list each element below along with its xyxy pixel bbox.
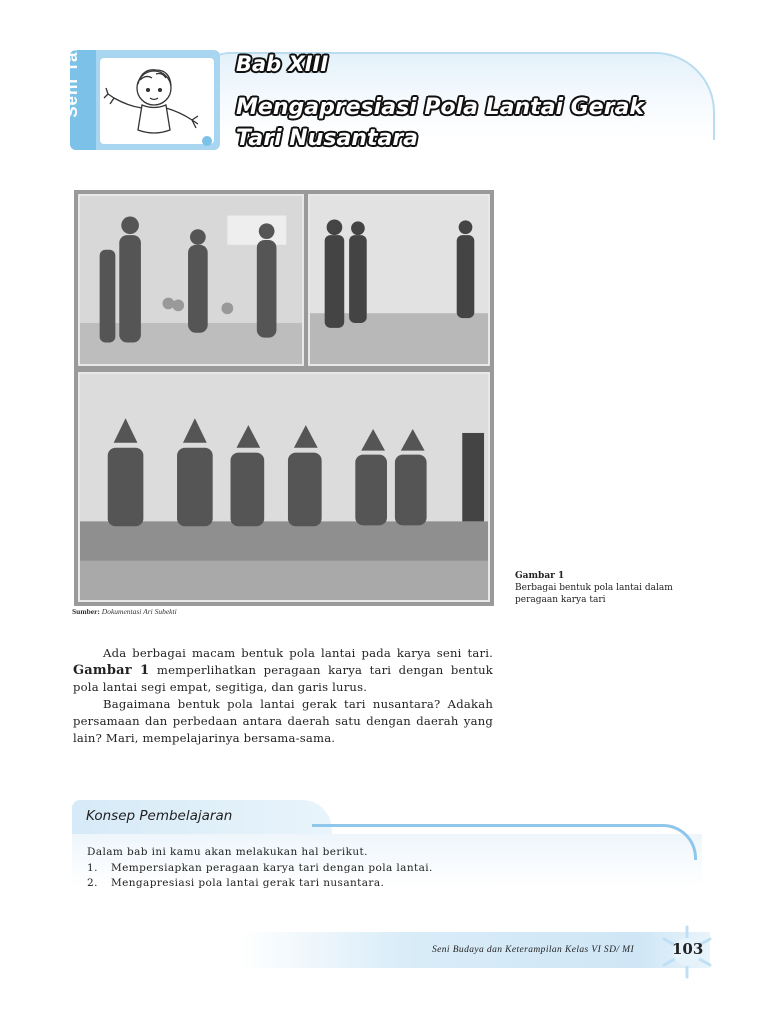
chapter-title: Mengapresiasi Pola Lantai Gerak Tari Nusantara: [236, 95, 645, 151]
learning-concept-intro: Dalam bab ini kamu akan melakukan hal berikut.: [87, 846, 368, 858]
learning-concept-panel: [72, 798, 702, 898]
learning-concept-title: Konsep Pembelajaran: [86, 808, 233, 824]
figure-caption: [515, 570, 695, 606]
intro-paragraph-2: Bagaimana bentuk pola lantai gerak tari nusantara? Adakah persamaan dan perbedaan antara daerah satu dengan daerah yang lain? Mari, mempelajarinya bersama-sama.: [73, 697, 493, 745]
figure-caption-label: Gambar 1: [515, 571, 565, 581]
figure-source-label: Sumber:: [72, 607, 100, 616]
intro-paragraph-1-start: Ada berbagai macam bentuk pola lantai pada karya seni tari.: [103, 646, 493, 660]
list-item: [87, 861, 433, 876]
dance-photo-group: [78, 194, 304, 366]
intro-text: [73, 645, 493, 747]
list-item: [87, 876, 433, 891]
figure-reference: Gambar 1: [73, 663, 150, 678]
list-item-text: Mengapresiasi pola lantai gerak tari nusantara.: [111, 877, 385, 889]
dancer-child-illustration: [100, 58, 214, 144]
figure-photo-collage: [74, 190, 494, 606]
footer-book-title: Seni Budaya dan Keterampilan Kelas VI SD/ MI: [432, 945, 635, 955]
subject-logo-label: Seni Tari: [62, 38, 81, 118]
learning-concept-list: [87, 861, 433, 891]
chapter-number: Bab XIII: [236, 52, 329, 76]
figure-source-text: Dokumentasi Ari Subekti: [101, 607, 177, 616]
list-item-number: 2.: [87, 877, 98, 889]
intro-paragraph-1-end: memperlihatkan peragaan karya tari dengan bentuk pola lantai segi empat, segitiga, dan garis lurus.: [73, 663, 493, 694]
list-item-text: Mempersiapkan peragaan karya tari dengan pola lantai.: [111, 862, 433, 874]
dance-photo-boys: [308, 194, 490, 366]
intro-paragraph-1: [73, 645, 493, 696]
logo-dot: [202, 136, 212, 146]
learning-concept-border: [312, 824, 697, 860]
figure-caption-text: Berbagai bentuk pola lantai dalam peragaan karya tari: [515, 583, 673, 605]
dance-photo-seated-row: [78, 372, 490, 602]
list-item-number: 1.: [87, 862, 98, 874]
figure-source: [72, 607, 177, 616]
page-number: 103: [672, 940, 704, 958]
